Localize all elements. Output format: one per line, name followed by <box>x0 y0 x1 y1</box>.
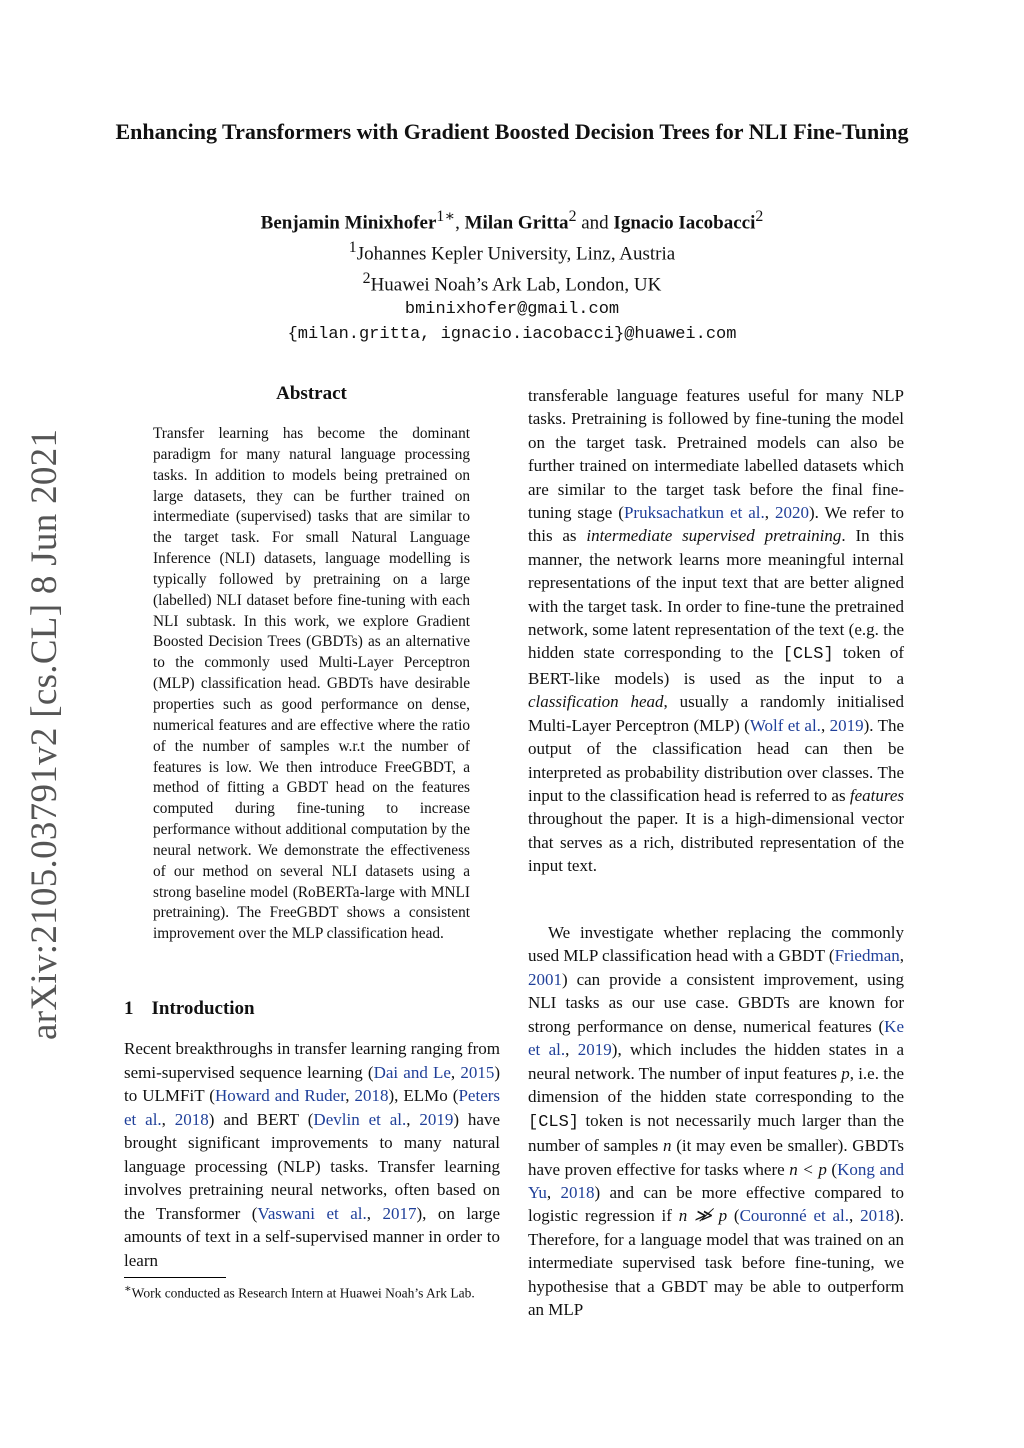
citation-link[interactable]: Kong and Yu <box>528 1159 904 1202</box>
citation-link[interactable]: Howard and Ruder <box>214 1086 346 1105</box>
code-token: [CLS] <box>782 645 834 665</box>
section-heading-introduction <box>124 998 255 1020</box>
paragraph-text: , usually a randomly initialised Multi-Layer Perceptron (MLP) ( <box>528 692 904 735</box>
paragraph-text: ) to ULMFiT ( <box>124 1062 500 1105</box>
citation-year-link[interactable]: 2017 <box>382 1203 417 1223</box>
citation-separator: , <box>450 1062 461 1082</box>
abstract-text: Transfer learning has become the dominant paradigm for many natural language processing tasks. In addition to models being pretrained on large datasets, they can be further trained on intermediate (supervised) tasks that are similar to the target task. For small Natural Language Inference (NLI) datasets, language modelling is typically followed by pretraining on a large (labelled) NLI dataset before fine-tuning with each NLI subtask. In this work, we explore Gradient Boosted Decision Trees (GBDTs) as an alternative to the commonly used Multi-Layer Perceptron (MLP) classification head. GBDTs have desirable properties such as good performance on dense, numerical features and are effective where the ratio of the number of samples w.r.t the number of features is low. We then introduce FreeGBDT, a method of fitting a GBDT head on the features computed during fine-tuning to increase performance without additional computation by the neural network. We demonstrate the effectiveness of our method on several NLI datasets using a strong baseline model (RoBERTa-large with MNLI pretraining). The FreeGBDT shows a consistent improvement over the MLP classification head. <box>153 425 470 943</box>
author-1-affiliation-mark: 1 <box>436 208 445 225</box>
affiliation-1 <box>110 236 914 266</box>
citation-link[interactable]: Pruksachatkun et al. <box>623 503 765 523</box>
paragraph-text: ). We refer to this as <box>528 503 904 546</box>
paragraph-text: Recent breakthroughs in transfer learning ranging from semi-supervised sequence learning ( <box>124 1039 500 1082</box>
paragraph-text: . In this manner, the network learns more meaningful internal representations of the input text that are better aligned with the target task. In order to fine-tune the pretrained network, some latent representation of the text (e.g. the hidden state corresponding to the <box>528 526 904 663</box>
citation-link[interactable]: Peters et al. <box>124 1086 501 1129</box>
paragraph-text: ) and can be more effective compared to logistic regression if <box>528 1182 904 1226</box>
paragraph-text: token of BERT-like models) is used as the input to a <box>528 643 904 688</box>
math-variable: n <box>663 1136 672 1156</box>
citation-year-link[interactable]: 2015 <box>460 1062 495 1082</box>
paragraph-text: ), ELMo ( <box>388 1086 459 1105</box>
citation-year-link[interactable]: 2018 <box>354 1086 389 1105</box>
section-title: Introduction <box>151 998 255 1019</box>
paragraph-text: ). The output of the classification head can then be interpreted as probability distribution over classes. The input to the classification head is referred to as <box>528 715 904 805</box>
paragraph-text: , i.e. the dimension of the hidden state corresponding to the <box>528 1063 904 1107</box>
paragraph-text: ). Therefore, for a language model that was trained on an intermediate supervised task before fine-tuning, we hypothesise that a GBDT may be able to outperform an MLP <box>528 1206 905 1320</box>
citation-link[interactable]: Ke et al. <box>528 1016 904 1060</box>
author-3-affiliation-mark: 2 <box>755 208 764 225</box>
paragraph-text: We investigate whether replacing the commonly used MLP classification head with a GBDT ( <box>528 923 904 966</box>
affiliation-mark: 1 <box>348 239 357 257</box>
citation-separator: , <box>345 1086 355 1105</box>
email-1[interactable]: bminixhofer@gmail.com <box>404 299 620 319</box>
citation-link[interactable]: Vaswani et al. <box>257 1203 367 1223</box>
paragraph-text: ( <box>826 1159 838 1179</box>
citation-year-link[interactable]: 2001 <box>528 969 562 989</box>
author-name-1: Benjamin Minixhofer <box>260 212 437 234</box>
citation-separator: , <box>406 1109 420 1129</box>
intro-paragraph-continued <box>528 384 904 878</box>
citation-year-link[interactable]: 2019 <box>577 1040 612 1060</box>
citation-link[interactable]: Friedman <box>834 946 900 966</box>
citation-link[interactable]: Couronné et al. <box>739 1206 850 1226</box>
arxiv-identifier-stamp: arXiv:2105.03791v2 [cs.CL] 8 Jun 2021 <box>24 428 65 1040</box>
affiliation-text: Johannes Kepler University, Linz, Austria <box>356 243 676 265</box>
paragraph-text: (it may even be smaller). GBDTs have proven effective for tasks where <box>528 1136 904 1179</box>
paragraph-text: transferable language features useful for many NLP tasks. Pretraining is followed by fine-tuning the model on the target task. Pretrained models can also be further trained on intermediate labelled datasets which are similar to the target task before the final fine-tuning stage ( <box>528 386 904 523</box>
emphasis-term: features <box>849 785 904 805</box>
paragraph-text: ) can provide a consistent improvement, using NLI tasks as our use case. GBDTs are known for strong performance on dense, numerical features ( <box>528 969 904 1036</box>
paragraph-text: ), on large amounts of text in a self-supervised manner in order to learn <box>124 1203 500 1270</box>
paragraph-text: token is not necessarily much larger than the number of samples <box>528 1110 904 1156</box>
citation-separator: , <box>899 946 904 966</box>
citation-year-link[interactable]: 2019 <box>419 1109 454 1129</box>
citation-separator: , <box>565 1040 578 1060</box>
citation-link[interactable]: Dai and Le <box>373 1062 451 1082</box>
math-expression: n < p <box>789 1159 827 1179</box>
author-name-2: Milan Gritta <box>464 212 569 234</box>
citation-separator: , <box>764 503 775 523</box>
citation-year-link[interactable]: 2018 <box>560 1182 595 1202</box>
code-token: [CLS] <box>528 1112 580 1132</box>
author-name-3: Ignacio Iacobacci <box>613 212 756 234</box>
math-expression: n ≫̸ p <box>678 1206 728 1226</box>
citation-link[interactable]: Wolf et al. <box>749 715 821 735</box>
citation-year-link[interactable]: 2018 <box>174 1109 209 1129</box>
citation-separator: , <box>849 1206 861 1226</box>
footnote-mark: ∗ <box>124 1283 132 1295</box>
paragraph-text: ) have brought significant improvements to many natural language processing (NLP) tasks. Transfer learning involves pretraining neural networks, often based on the Transformer ( <box>124 1109 500 1223</box>
affiliation-mark: 2 <box>362 269 371 287</box>
paragraph-text: ( <box>727 1206 740 1226</box>
intro-paragraph-2 <box>528 921 904 1322</box>
intro-paragraph-1 <box>124 1037 500 1272</box>
footnote <box>124 1281 500 1302</box>
citation-year-link[interactable]: 2019 <box>829 715 864 735</box>
section-number: 1 <box>124 998 134 1019</box>
emphasis-term: classification head <box>528 692 664 712</box>
math-variable: p <box>841 1063 850 1083</box>
citation-year-link[interactable]: 2020 <box>774 503 809 523</box>
author-1-footnote-mark: ∗ <box>444 208 456 225</box>
paragraph-text: ) and BERT ( <box>208 1109 314 1129</box>
citation-year-link[interactable]: 2018 <box>860 1206 895 1226</box>
citation-separator: , <box>366 1203 383 1223</box>
abstract-heading: Abstract <box>276 383 347 404</box>
paragraph-text: ), which includes the hidden states in a neural network. The number of input features <box>528 1040 905 1083</box>
affiliation-text: Huawei Noah’s Ark Lab, London, UK <box>370 273 662 295</box>
paragraph-text: throughout the paper. It is a high-dimensional vector that serves as a rich, distributed representation of the input text. <box>528 809 904 876</box>
author-separator: , <box>455 212 465 234</box>
footnote-divider <box>124 1277 226 1278</box>
author-2-affiliation-mark: 2 <box>568 208 577 225</box>
email-2[interactable]: {milan.gritta, ignacio.iacobacci}@huawei.com <box>287 324 737 344</box>
author-line <box>110 204 914 236</box>
footnote-text: Work conducted as Research Intern at Huawei Noah’s Ark Lab. <box>131 1285 475 1301</box>
citation-separator: , <box>546 1182 561 1202</box>
author-separator: and <box>576 212 614 234</box>
paper-title: Enhancing Transformers with Gradient Boosted Decision Trees for NLI Fine-Tuning <box>115 119 909 144</box>
emphasis-term: intermediate supervised pretraining <box>586 526 842 546</box>
citation-separator: , <box>820 715 830 735</box>
author-block <box>110 204 914 347</box>
citation-separator: , <box>161 1109 175 1129</box>
citation-link[interactable]: Devlin et al. <box>313 1109 407 1129</box>
affiliation-2 <box>110 267 914 297</box>
